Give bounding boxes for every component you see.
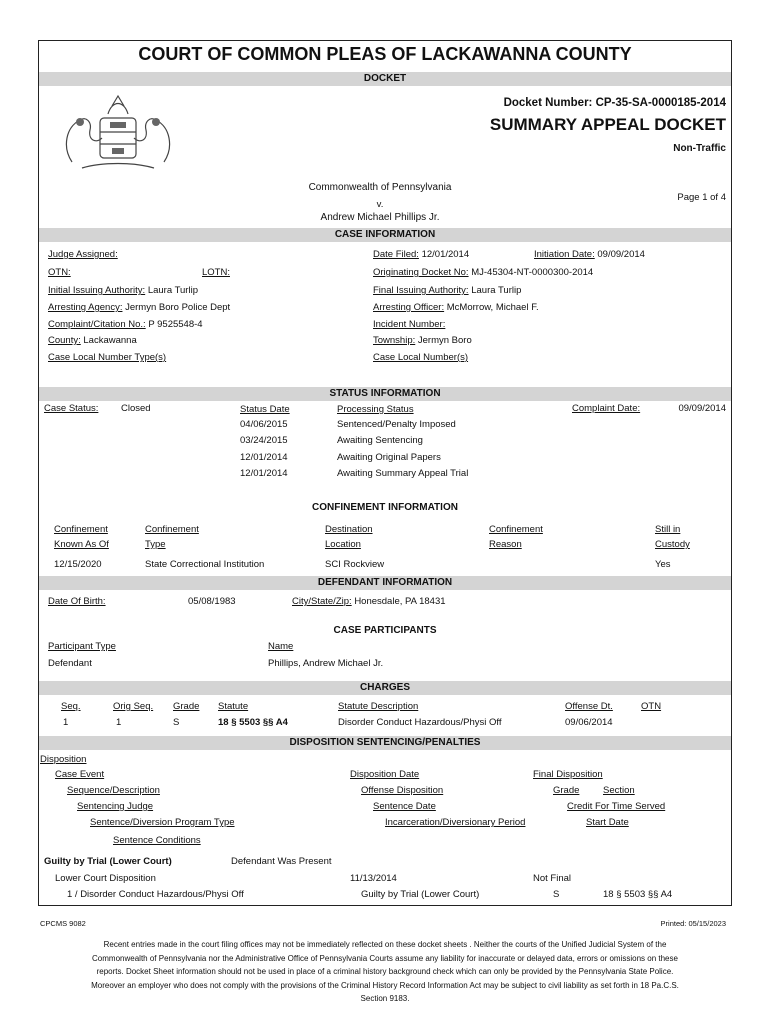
complaint-date-label: Complaint Date: xyxy=(572,403,641,414)
charge-statute-value: 18 § 5503 §§ A4 xyxy=(218,717,288,728)
status-row-date: 04/06/2015 xyxy=(240,419,288,430)
final-disposition-header: Final Disposition xyxy=(533,769,603,780)
status-row-date: 12/01/2014 xyxy=(240,468,288,479)
initial-issuing-authority-field: Initial Issuing Authority: Laura Turlip xyxy=(48,285,198,296)
confinement-known-as-of-header: Confinement xyxy=(54,524,108,535)
arresting-officer-field: Arresting Officer: McMorrow, Michael F. xyxy=(373,302,539,313)
destination-location-value: SCI Rockview xyxy=(325,559,385,570)
defendant-information-heading: DEFENDANT INFORMATION xyxy=(39,576,731,590)
sentence-date-header: Sentence Date xyxy=(373,801,436,812)
date-of-birth-value: 05/08/1983 xyxy=(188,596,236,607)
offense-disposition-header: Offense Disposition xyxy=(361,785,444,796)
confinement-reason-header: Confinement xyxy=(489,524,543,535)
originating-docket-field: Originating Docket No: MJ-45304-NT-0000300-2014 xyxy=(373,267,594,278)
initiation-date-field: Initiation Date: 09/09/2014 xyxy=(534,249,645,260)
status-row-status: Awaiting Summary Appeal Trial xyxy=(337,468,469,479)
confinement-type-header: Confinement xyxy=(145,524,199,535)
charge-statute-header: Statute xyxy=(218,701,249,712)
caption-defendant: Andrew Michael Phillips Jr. xyxy=(320,212,440,223)
defendant-present-value: Defendant Was Present xyxy=(231,856,332,867)
charge-grade-header: Grade xyxy=(173,701,200,712)
date-filed-field: Date Filed: 12/01/2014 xyxy=(373,249,470,260)
final-issuing-authority-field: Final Issuing Authority: Laura Turlip xyxy=(373,285,522,296)
confinement-reason-header-2: Reason xyxy=(489,539,522,550)
complaint-date-value: 09/09/2014 xyxy=(678,403,726,414)
charge-description-value: Disorder Conduct Hazardous/Physi Off xyxy=(338,717,502,728)
disposition-date-header: Disposition Date xyxy=(350,769,420,780)
destination-location-header-2: Location xyxy=(325,539,361,550)
disposition-section-header: Section xyxy=(603,785,635,796)
disposition-header: Disposition xyxy=(40,754,87,765)
status-date-header: Status Date xyxy=(240,404,290,415)
disposition-date-value: 11/13/2014 xyxy=(350,873,397,884)
participant-name-value: Phillips, Andrew Michael Jr. xyxy=(268,658,384,669)
disposition-section-value: 18 § 5503 §§ A4 xyxy=(603,889,673,900)
lower-court-disposition-value: Lower Court Disposition xyxy=(55,873,156,884)
confinement-information-heading: CONFINEMENT INFORMATION xyxy=(39,501,731,515)
charge-description-header: Statute Description xyxy=(338,701,419,712)
sequence-description-value: 1 / Disorder Conduct Hazardous/Physi Off xyxy=(67,889,244,900)
complaint-citation-field: Complaint/Citation No.: P 9525548-4 xyxy=(48,319,203,330)
otn-label: OTN: xyxy=(48,267,71,278)
status-information-heading: STATUS INFORMATION xyxy=(39,387,731,401)
participant-name-header: Name xyxy=(268,641,294,652)
participant-type-header: Participant Type xyxy=(48,641,116,652)
status-row-date: 03/24/2015 xyxy=(240,435,288,446)
case-status-label: Case Status: xyxy=(44,403,99,414)
case-participants-heading: CASE PARTICIPANTS xyxy=(39,624,731,638)
sentence-program-type-header: Sentence/Diversion Program Type xyxy=(90,817,235,828)
status-row-status: Awaiting Sentencing xyxy=(337,435,423,446)
page-indicator: Page 1 of 4 xyxy=(677,192,726,203)
still-in-custody-value: Yes xyxy=(655,559,671,570)
docket-number: Docket Number: CP-35-SA-0000185-2014 xyxy=(503,97,726,109)
case-status-value: Closed xyxy=(121,403,151,414)
docket-banner: DOCKET xyxy=(39,72,731,86)
participant-type-value: Defendant xyxy=(48,658,92,669)
charge-offense-date-value: 09/06/2014 xyxy=(565,717,613,728)
disclaimer-notice: Recent entries made in the court filing offices may not be immediately reflected on these docket sheets . Neither the courts of the Unified Judicial System of the Commonwealth of Pennsylvania nor the Administrative Office of Pennsylvania Courts assume any liability for inaccurate or delayed data, errors or omissions on these reports. Docket Sheet information should not be used in place of a criminal history background check which can only be provided by the Pennsylvania State Police. Moreover an employer who does not comply with the provisions of the Criminal History Record Information Act may be subject to civil liability as set forth in 18 Pa.C.S. Section 9183. xyxy=(91,940,679,1003)
charge-seq-header: Seq. xyxy=(61,701,81,712)
disposition-heading: DISPOSITION SENTENCING/PENALTIES xyxy=(39,736,731,750)
charge-orig-seq-header: Orig Seq. xyxy=(113,701,154,712)
printed-date: Printed: 05/15/2023 xyxy=(660,919,726,928)
docket-type: SUMMARY APPEAL DOCKET xyxy=(489,115,726,134)
charge-seq-value: 1 xyxy=(63,717,69,728)
form-number: CPCMS 9082 xyxy=(40,919,86,928)
case-local-numbers-label: Case Local Number(s) xyxy=(373,352,469,363)
status-row-date: 12/01/2014 xyxy=(240,452,288,463)
date-of-birth-label: Date Of Birth: xyxy=(48,596,106,607)
case-local-number-type-label: Case Local Number Type(s) xyxy=(48,352,167,363)
docket-subtype: Non-Traffic xyxy=(673,143,726,154)
charges-heading: CHARGES xyxy=(39,681,731,695)
charge-grade-value: S xyxy=(173,717,180,728)
status-row-status: Sentenced/Penalty Imposed xyxy=(337,419,456,430)
charge-orig-seq-value: 1 xyxy=(116,717,122,728)
township-field: Township: Jermyn Boro xyxy=(373,335,472,346)
charge-otn-header: OTN xyxy=(641,701,662,712)
start-date-header: Start Date xyxy=(586,817,629,828)
case-event-header: Case Event xyxy=(55,769,105,780)
city-state-zip-field: City/State/Zip: Honesdale, PA 18431 xyxy=(292,596,446,607)
confinement-known-as-of-value: 12/15/2020 xyxy=(54,559,102,570)
confinement-type-header-2: Type xyxy=(145,539,166,550)
sentence-conditions-header: Sentence Conditions xyxy=(113,835,201,846)
incarceration-period-header: Incarceration/Diversionary Period xyxy=(385,817,526,828)
confinement-type-value: State Correctional Institution xyxy=(145,559,265,570)
still-in-custody-header-2: Custody xyxy=(655,539,690,550)
lotn-label: LOTN: xyxy=(202,267,230,278)
case-information-heading: CASE INFORMATION xyxy=(39,228,731,242)
charge-offense-date-header: Offense Dt. xyxy=(565,701,613,712)
credit-time-served-header: Credit For Time Served xyxy=(567,801,666,812)
final-disposition-value: Not Final xyxy=(533,873,572,884)
disposition-grade-value: S xyxy=(553,889,560,900)
confinement-known-as-of-header-2: Known As Of xyxy=(54,539,109,550)
disposition-event-value: Guilty by Trial (Lower Court) xyxy=(44,856,172,867)
still-in-custody-header: Still in xyxy=(655,524,681,535)
sequence-description-header: Sequence/Description xyxy=(67,785,160,796)
court-title: COURT OF COMMON PLEAS OF LACKAWANNA COUNTY xyxy=(138,44,632,64)
judge-label: Judge Assigned: xyxy=(48,249,118,260)
sentencing-judge-header: Sentencing Judge xyxy=(77,801,154,812)
disposition-grade-header: Grade xyxy=(553,785,580,796)
offense-disposition-value: Guilty by Trial (Lower Court) xyxy=(361,889,480,900)
arresting-agency-field: Arresting Agency: Jermyn Boro Police Dept xyxy=(48,302,231,313)
status-row-status: Awaiting Original Papers xyxy=(337,452,441,463)
county-field: County: Lackawanna xyxy=(48,335,137,346)
pennsylvania-seal-icon xyxy=(52,92,184,174)
processing-status-header: Processing Status xyxy=(337,404,414,415)
incident-number-label: Incident Number: xyxy=(373,319,446,330)
destination-location-header: Destination xyxy=(325,524,373,535)
caption-versus: v. xyxy=(376,199,384,210)
caption-plaintiff: Commonwealth of Pennsylvania xyxy=(308,182,452,193)
